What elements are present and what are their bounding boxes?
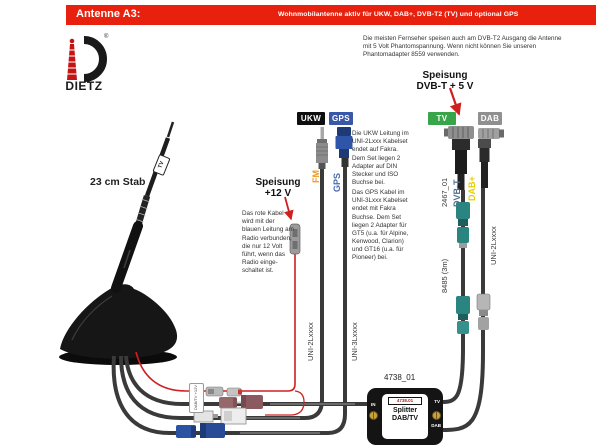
splitter-ref-label: 4738_01 (384, 373, 416, 382)
callout-12v-line2: +12 V (264, 188, 292, 200)
dietz-logo (60, 33, 132, 95)
screw-right-icon (432, 411, 441, 420)
splitter-port-dab: DAB (431, 423, 441, 428)
callout-dvbt-line1: Speisung (422, 70, 468, 81)
fakra-teal-connector-upper-icon (456, 202, 470, 248)
dab-inline-connector-icon (477, 294, 490, 330)
rod-length-label: 23 cm Stab (90, 176, 146, 188)
callout-dvbt-line2: DVB-T + 5 V (416, 81, 474, 93)
cable-label-gps: GPS (332, 172, 342, 192)
port-label-ukw: UKW (297, 112, 325, 125)
fm-cable (121, 168, 322, 418)
splitter-name-line1: Splitter (392, 407, 418, 415)
cable-label-uni2l-right: UNI-2Lxxxx (489, 226, 498, 265)
note-gps-cable: Das GPS Kabel im UNI-3Lxxx Kabelset endet mit Fakra Buchse. Dem Set liegen 2 Adapter für GT5 (u.a. für Alpine, Kenwood, Clarion) und GT16 (u.a. für Pioneer) bei. (352, 189, 409, 262)
logo-brand: DIETZ (65, 79, 103, 93)
cable-label-dab-plus: DAB+ (467, 176, 477, 201)
splitter-face (382, 394, 428, 439)
cable-label-8485: 8485 (3m) (440, 258, 449, 293)
cable-label-uni2l-left: UNI-2Lxxxx (306, 322, 315, 361)
cable-label-2467: 2467_01 (440, 177, 449, 207)
gps-plug-icon (336, 127, 353, 167)
red-wire-tag-text: DAB/TV +12V (193, 384, 198, 410)
registered-mark: ® (104, 34, 109, 40)
port-label-dab: DAB (478, 112, 502, 125)
callout-12v-power (243, 177, 313, 199)
note-phantom-power: Die meisten Fernseher speisen auch am DVB-T2 Ausgang die Antenne mit 5 Volt Phantomspannung. Wenn nicht können Sie unseren Phantomadapter 8559 verwenden. (363, 35, 562, 59)
splitter-model: 4738.01 (388, 397, 422, 405)
fakra-blue-pair-icon (176, 423, 225, 438)
antenna-rod-tag: TV (152, 154, 170, 176)
callout-dvbt-power (395, 70, 495, 92)
fakra-teal-connector-lower-icon (456, 296, 470, 334)
port-label-gps: GPS (329, 112, 353, 125)
splitter-box (367, 388, 443, 445)
callout-12v-line1: Speisung (255, 177, 301, 188)
cable-label-dvbt: DVB-T (452, 179, 462, 207)
fakra-maroon-pair-icon (219, 395, 263, 409)
port-label-tv: TV (428, 112, 456, 125)
page-title: Antenne A3: (76, 8, 141, 20)
dab-plug-icon (478, 128, 504, 188)
note-red-wire: Das rote Kabel wird mit der blauen Leitung am Radio verbunden, die nur 12 Volt führt, wenn das Radio eingeschaltet ist. (242, 210, 294, 275)
splitter-port-in: IN (371, 402, 376, 407)
header-subtitle: Wohnmobilantenne aktiv für UKW, DAB+, DVB-T2 (TV) und optional GPS (278, 11, 519, 18)
red-wire-tag (189, 383, 204, 413)
screw-left-icon (369, 411, 378, 420)
header-bar (66, 5, 596, 25)
ukw-din-plug-icon (316, 127, 328, 169)
splitter-port-tv: TV (434, 399, 440, 404)
note-ukw-cable: Die UKW Leitung im UNI-2Lxxx Kabelset endet auf Fakra. Dem Set liegen 2 Adapter auf DIN Stecker und ISO Buchse bei. (352, 130, 409, 187)
cable-label-uni3l: UNI-3Lxxxx (350, 322, 359, 361)
cable-label-fm: FM (311, 170, 321, 183)
splitter-name-line2: DAB/TV (391, 415, 419, 423)
